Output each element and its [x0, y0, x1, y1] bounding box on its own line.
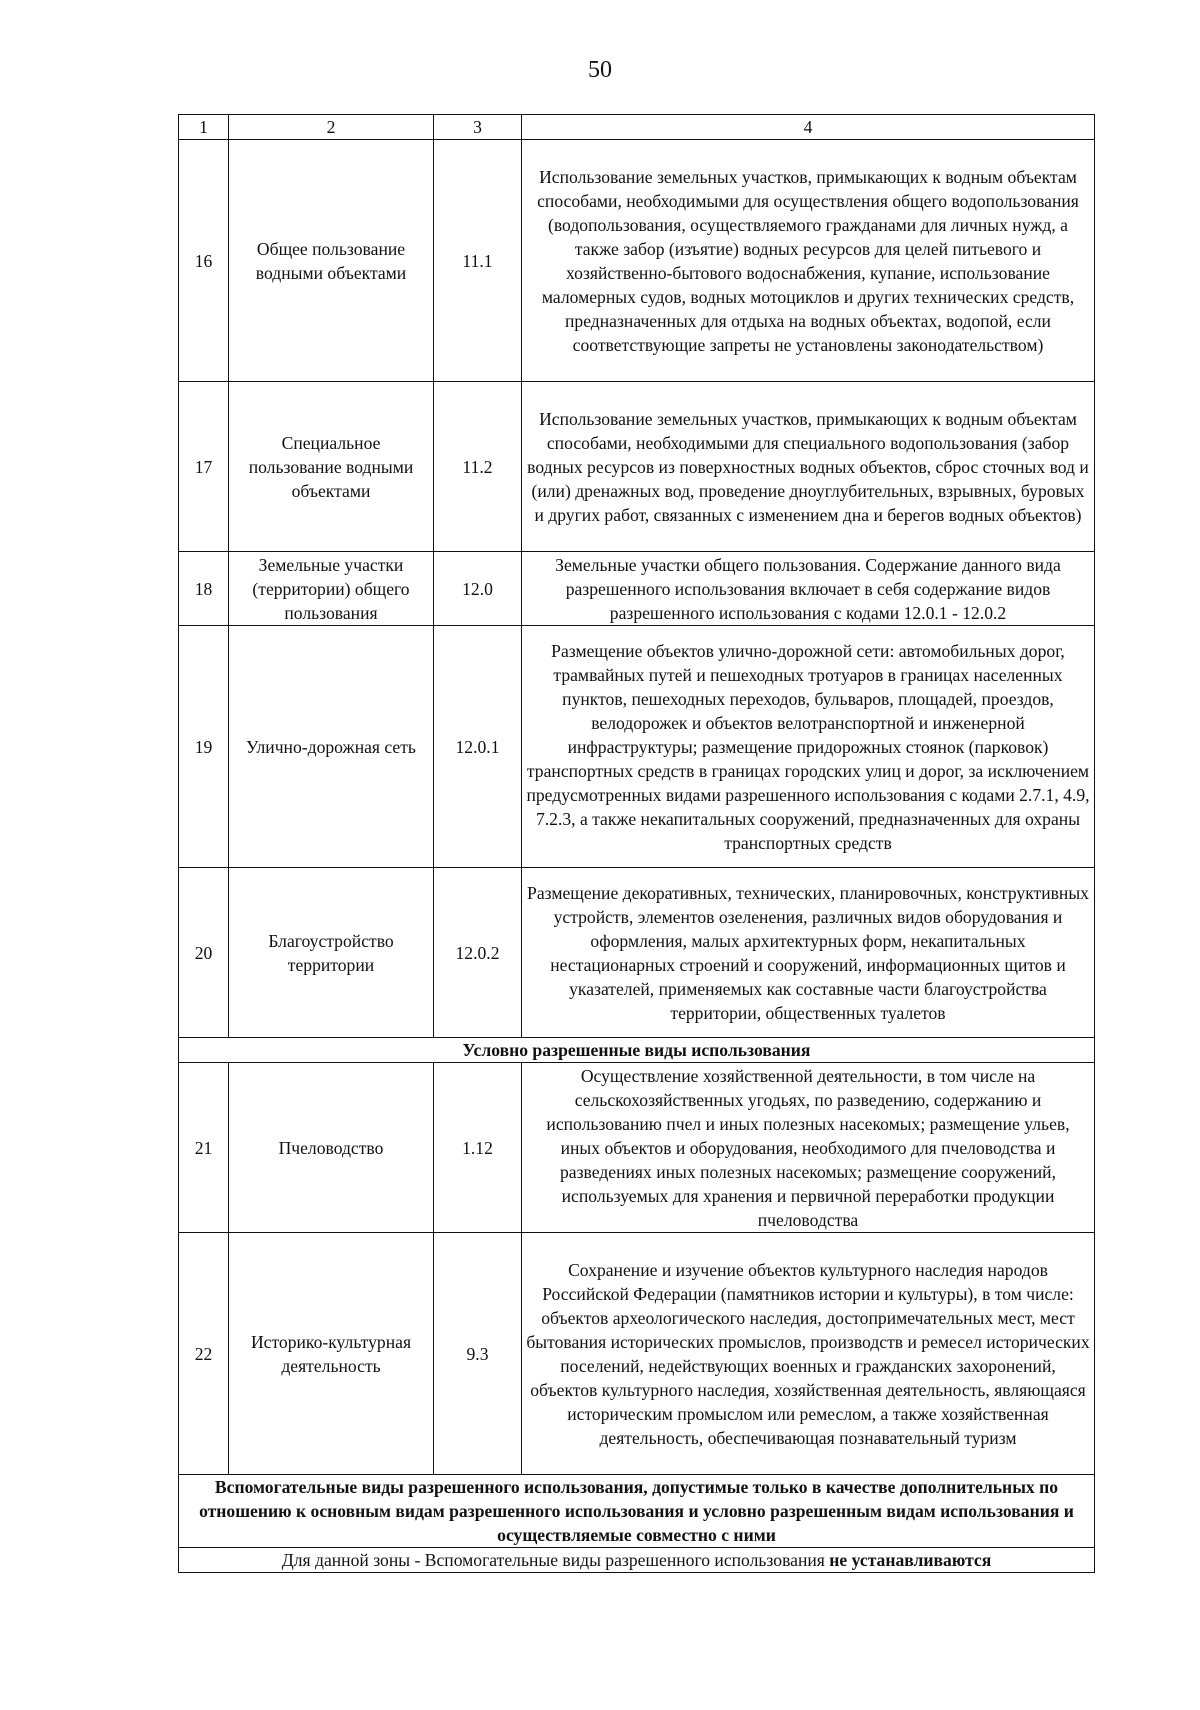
row-number: 21: [179, 1063, 229, 1233]
use-type-description: Размещение объектов улично-дорожной сети: автомобильных дорог, трамвайных путей и пешеходных тротуаров в границах населенных пунктов, пешеходных переходов, бульваров, площадей, проездов, велодорожек и объектов велотранспортной и инженерной инфраструктуры; размещение придорожных стоянок (парковок) транспортных средств в границах городских улиц и дорог, за исключением предусмотренных видами разрешенного использования с кодами 2.7.1, 4.9, 7.2.3, а также некапитальных сооружений, предназначенных для охраны транспортных средств: [522, 626, 1095, 868]
use-type-name: Специальное пользование водными объектами: [229, 382, 434, 552]
page-number: 50: [588, 57, 612, 83]
use-type-code: 9.3: [434, 1233, 522, 1475]
row-number: 17: [179, 382, 229, 552]
table-row: [179, 1233, 1095, 1475]
zone-note-emphasis: не устанавливаются: [829, 1550, 992, 1570]
use-type-description: Сохранение и изучение объектов культурного наследия народов Российской Федерации (памятников истории и культуры), в том числе: объектов археологического наследия, достопримечательных мест, мест бытования исторических промыслов, производств и ремесел исторических поселений, недействующих военных и гражданских захоронений, объектов культурного наследия, хозяйственная деятельность, являющаяся историческим промыслом или ремеслом, а также хозяйственная деятельность, обеспечивающая познавательный туризм: [522, 1233, 1095, 1475]
use-type-name: Благоустройство территории: [229, 868, 434, 1038]
use-type-name: Земельные участки (территории) общего пользования: [229, 552, 434, 626]
table-row: [179, 626, 1095, 868]
use-type-name: Улично-дорожная сеть: [229, 626, 434, 868]
land-use-table: [178, 114, 1095, 1573]
row-number: 19: [179, 626, 229, 868]
use-type-description: Использование земельных участков, примыкающих к водным объектам способами, необходимыми для специального водопользования (забор водных ресурсов из поверхностных водных объектов, сброс сточных вод и (или) дренажных вод, проведение дноуглубительных, взрывных, буровых и других работ, связанных с изменением дна и берегов водных объектов): [522, 382, 1095, 552]
use-type-code: 12.0.1: [434, 626, 522, 868]
row-number: 22: [179, 1233, 229, 1475]
header-cell-1: 1: [179, 115, 229, 140]
zone-note-text: Для данной зоны - Вспомогательные виды разрешенного использования: [281, 1550, 830, 1570]
table-row: [179, 868, 1095, 1038]
use-type-code: 12.0: [434, 552, 522, 626]
use-type-name: Историко-культурная деятельность: [229, 1233, 434, 1475]
table-row: [179, 382, 1095, 552]
section-heading-conditional: Условно разрешенные виды использования: [179, 1038, 1095, 1063]
table-row: [179, 552, 1095, 626]
zone-note: [179, 1548, 1095, 1573]
use-type-description: Земельные участки общего пользования. Содержание данного вида разрешенного использования включает в себя содержание видов разрешенного использования с кодами 12.0.1 - 12.0.2: [522, 552, 1095, 626]
section-row: [179, 1475, 1095, 1548]
header-cell-4: 4: [522, 115, 1095, 140]
use-type-name: Пчеловодство: [229, 1063, 434, 1233]
row-number: 18: [179, 552, 229, 626]
use-type-code: 12.0.2: [434, 868, 522, 1038]
section-row: [179, 1038, 1095, 1063]
row-number: 20: [179, 868, 229, 1038]
note-row: [179, 1548, 1095, 1573]
header-row: [179, 115, 1095, 140]
use-type-code: 1.12: [434, 1063, 522, 1233]
section-heading-auxiliary: Вспомогательные виды разрешенного использования, допустимые только в качестве дополнительных по отношению к основным видам разрешенного использования и условно разрешенным видам использования и осуществляемые совместно с ними: [179, 1475, 1095, 1548]
use-type-code: 11.1: [434, 140, 522, 382]
header-cell-3: 3: [434, 115, 522, 140]
row-number: 16: [179, 140, 229, 382]
use-type-description: Осуществление хозяйственной деятельности, в том числе на сельскохозяйственных угодьях, по разведению, содержанию и использованию пчел и иных полезных насекомых; размещение ульев, иных объектов и оборудования, необходимого для пчеловодства и разведениях иных полезных насекомых; размещение сооружений, используемых для хранения и первичной переработки продукции пчеловодства: [522, 1063, 1095, 1233]
header-cell-2: 2: [229, 115, 434, 140]
table-row: [179, 140, 1095, 382]
use-type-description: Размещение декоративных, технических, планировочных, конструктивных устройств, элементов озеленения, различных видов оборудования и оформления, малых архитектурных форм, некапитальных нестационарных строений и сооружений, информационных щитов и указателей, применяемых как составные части благоустройства территории, общественных туалетов: [522, 868, 1095, 1038]
use-type-code: 11.2: [434, 382, 522, 552]
use-type-description: Использование земельных участков, примыкающих к водным объектам способами, необходимыми для осуществления общего водопользования (водопользования, осуществляемого гражданами для личных нужд, а также забор (изъятие) водных ресурсов для целей питьевого и хозяйственно-бытового водоснабжения, купание, использование маломерных судов, водных мотоциклов и других технических средств, предназначенных для отдыха на водных объектах, водопой, если соответствующие запреты не установлены законодательством): [522, 140, 1095, 382]
use-type-name: Общее пользование водными объектами: [229, 140, 434, 382]
table-row: [179, 1063, 1095, 1233]
